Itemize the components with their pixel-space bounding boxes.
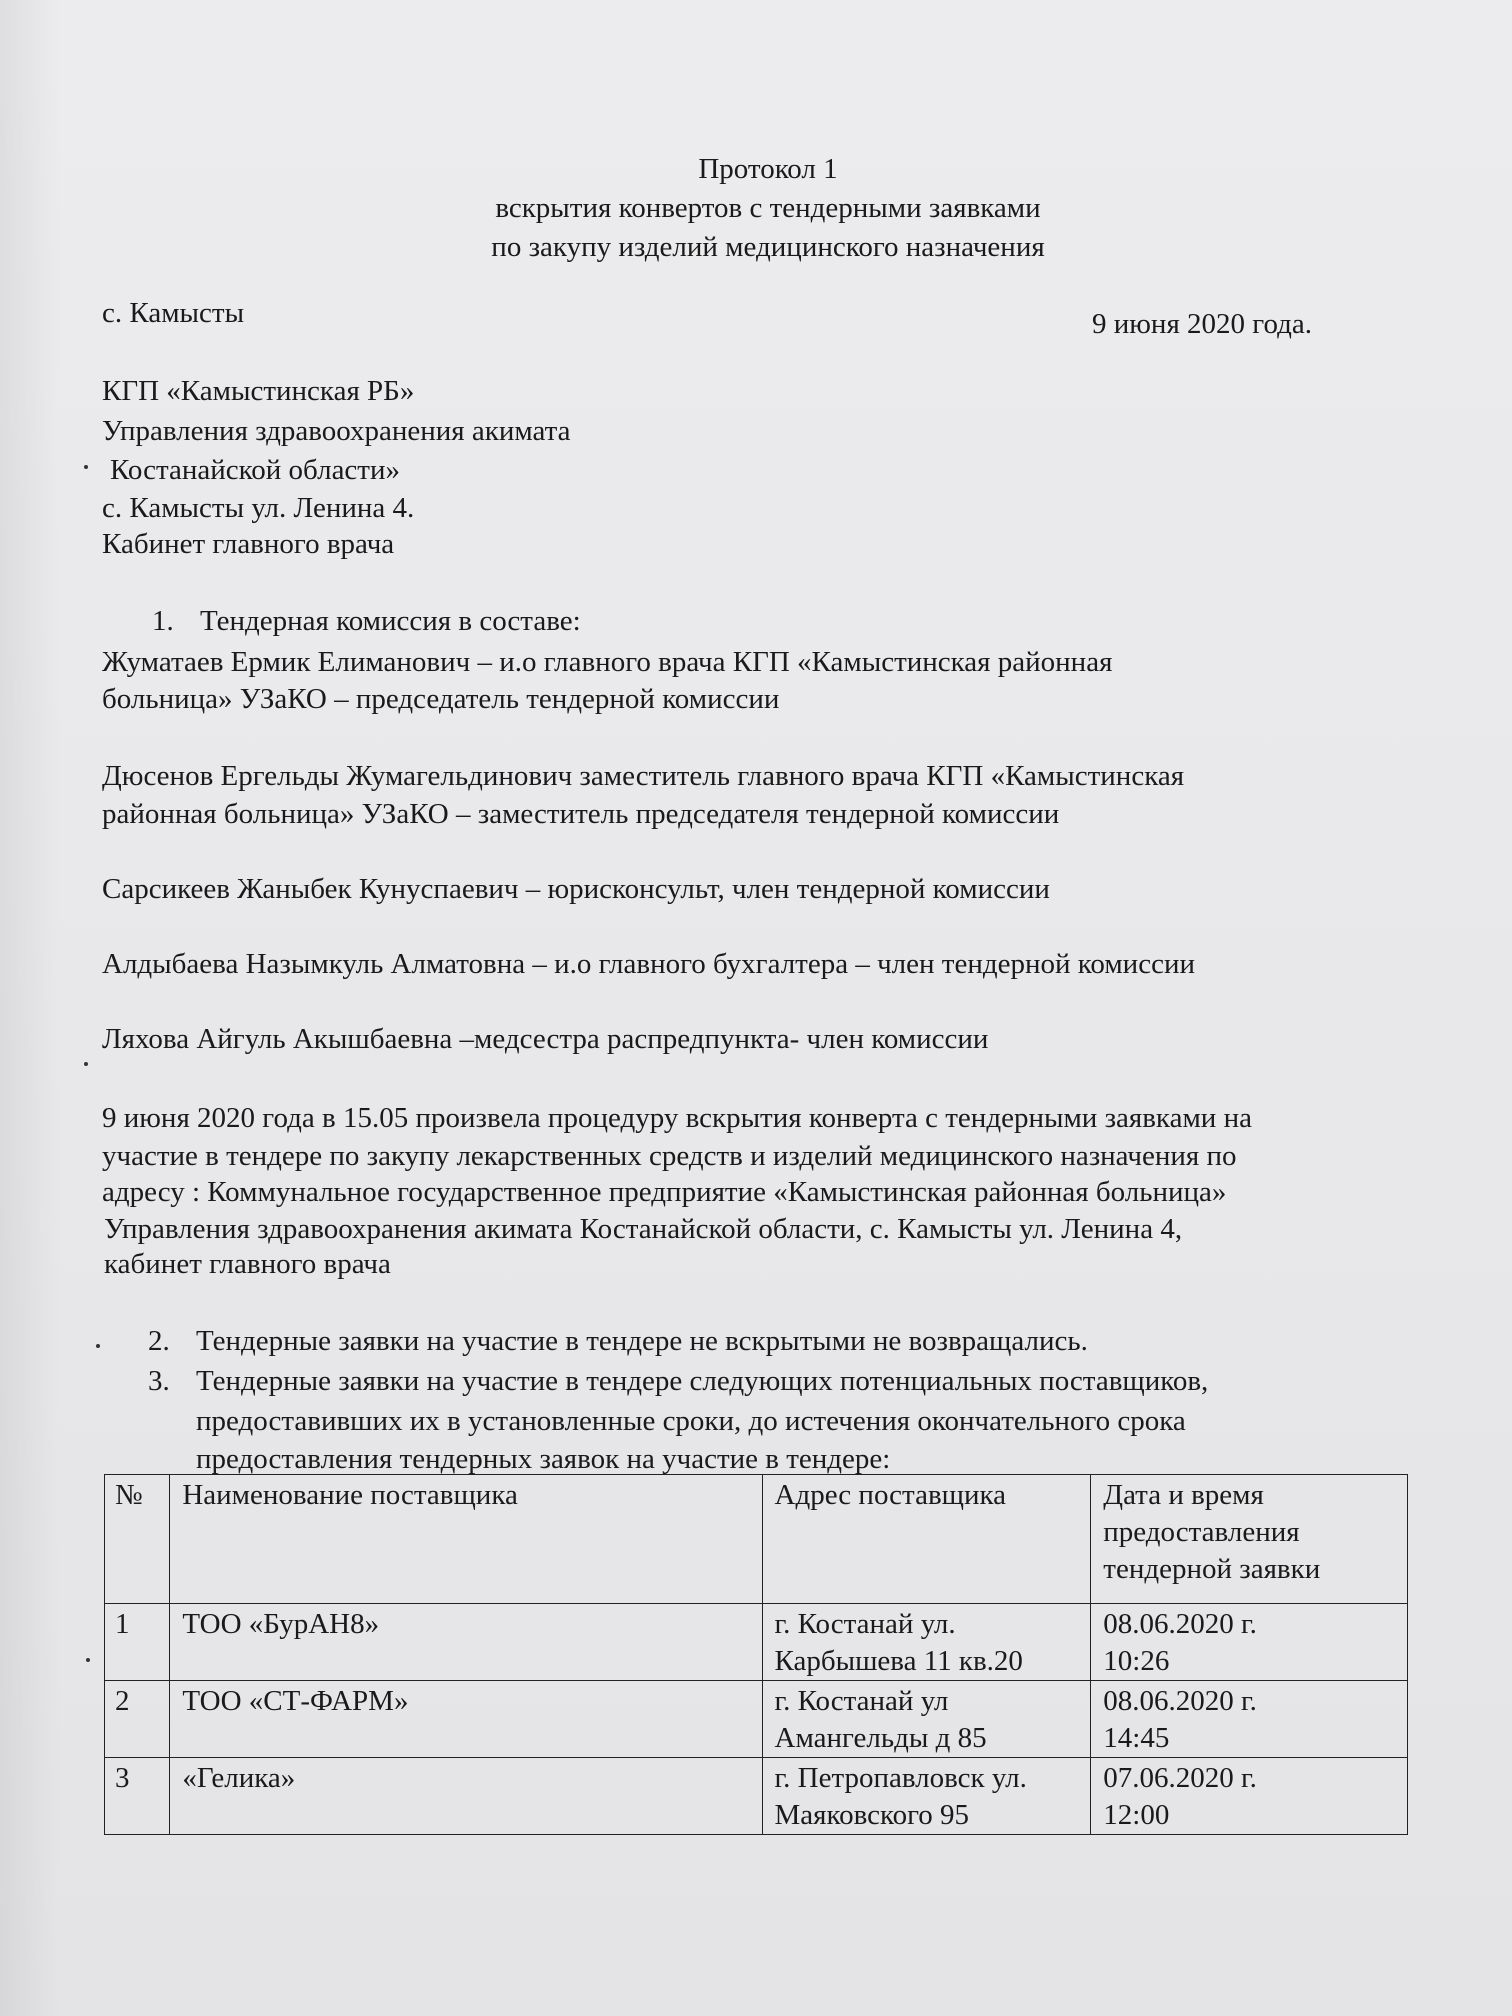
row-address-line1: г. Петропавловск ул. xyxy=(774,1762,1027,1794)
member4: Алдыбаева Назымкуль Алматовна – и.о главного бухгалтера – член тендерной комиссии xyxy=(102,948,1195,980)
paper-speck xyxy=(96,1344,100,1348)
place-text: с. Камысты xyxy=(102,297,245,329)
procedure-line2: участие в тендере по закупу лекарственных средств и изделий медицинского назначения по xyxy=(102,1140,1237,1172)
row-address-line2: Карбышева 11 кв.20 xyxy=(774,1645,1023,1677)
procedure-line5: кабинет главного врача xyxy=(104,1248,391,1280)
paper-speck xyxy=(84,1062,88,1066)
procedure-line4: Управления здравоохранения акимата Костанайской области, с. Камысты ул. Ленина 4, xyxy=(104,1213,1183,1245)
procedure-line3: адресу : Коммунальное государственное предприятие «Камыстинская районная больница» xyxy=(102,1176,1227,1208)
row-no: 3 xyxy=(105,1758,170,1835)
header-date-line2: предоставления xyxy=(1103,1516,1300,1548)
member1-line2: больница» УЗаКО – председатель тендерной комиссии xyxy=(102,683,780,715)
member1-line1: Жуматаев Ермик Елиманович – и.о главного врача КГП «Камыстинская районная xyxy=(102,646,1113,678)
row-address-line1: г. Костанай ул. xyxy=(774,1608,956,1640)
row-supplier-address xyxy=(762,1681,1091,1758)
paper-speck xyxy=(84,465,88,469)
row-date: 08.06.2020 г. xyxy=(1103,1685,1257,1717)
section3-line3: предоставления тендерных заявок на участие в тендере: xyxy=(196,1443,891,1475)
row-supplier-address xyxy=(762,1758,1091,1835)
row-time: 14:45 xyxy=(1103,1722,1170,1754)
section2-text: Тендерные заявки на участие в тендере не вскрытыми не возвращались. xyxy=(196,1325,1088,1357)
header-address: Адрес поставщика xyxy=(762,1475,1091,1604)
member5: Ляхова Айгуль Акышбаевна –медсестра распредпункта- член комиссии xyxy=(102,1023,989,1055)
document-title: Протокол 1 xyxy=(698,153,838,185)
date-text: 9 июня 2020 года. xyxy=(1092,308,1313,340)
section3-number: 3. xyxy=(148,1365,170,1397)
header-date xyxy=(1091,1475,1408,1604)
section3-line1-row xyxy=(148,1362,1208,1400)
row-supplier-name: «Гелика» xyxy=(170,1758,762,1835)
row-submission-date xyxy=(1091,1758,1408,1835)
row-date: 07.06.2020 г. xyxy=(1103,1762,1257,1794)
row-supplier-address xyxy=(762,1604,1091,1681)
section1-title: Тендерная комиссия в составе: xyxy=(200,605,581,637)
row-submission-date xyxy=(1091,1681,1408,1758)
row-submission-date xyxy=(1091,1604,1408,1681)
row-address-line2: Амангельды д 85 xyxy=(774,1722,987,1754)
document-subtitle-line1: вскрытия конвертов с тендерными заявками xyxy=(495,192,1041,224)
section3-line2: предоставивших их в установленные сроки, до истечения окончательного срока xyxy=(196,1405,1186,1437)
section3-line1: Тендерные заявки на участие в тендере следующих потенциальных поставщиков, xyxy=(196,1365,1209,1397)
org-line1: КГП «Камыстинская РБ» xyxy=(102,375,415,407)
table-row xyxy=(105,1758,1408,1835)
row-no: 1 xyxy=(105,1604,170,1681)
org-line4: с. Камысты ул. Ленина 4. xyxy=(102,492,415,524)
section1-number: 1. xyxy=(152,605,174,637)
row-no: 2 xyxy=(105,1681,170,1758)
member2-line2: районная больница» УЗаКО – заместитель председателя тендерной комиссии xyxy=(102,798,1060,830)
table-row xyxy=(105,1681,1408,1758)
header-name: Наименование поставщика xyxy=(170,1475,762,1604)
table-header-row xyxy=(105,1475,1408,1604)
org-line2: Управления здравоохранения акимата xyxy=(102,415,571,447)
row-date: 08.06.2020 г. xyxy=(1103,1608,1257,1640)
member3: Сарсикеев Жаныбек Кунуспаевич – юрисконсульт, член тендерной комиссии xyxy=(102,873,1050,905)
page-shadow xyxy=(0,0,60,2016)
suppliers-table xyxy=(104,1474,1408,1835)
document-subtitle-line2: по закупу изделий медицинского назначения xyxy=(491,231,1045,263)
header-date-line1: Дата и время xyxy=(1103,1479,1264,1511)
org-line5: Кабинет главного врача xyxy=(102,528,395,560)
section2 xyxy=(148,1322,1088,1360)
procedure-line1: 9 июня 2020 года в 15.05 произвела процедуру вскрытия конверта с тендерными заявками на xyxy=(102,1102,1252,1134)
table-row xyxy=(105,1604,1408,1681)
member2-line1: Дюсенов Ергельды Жумагельдинович заместитель главного врача КГП «Камыстинская xyxy=(102,760,1185,792)
row-address-line2: Маяковского 95 xyxy=(774,1799,970,1831)
paper-speck xyxy=(86,1658,90,1662)
row-supplier-name: ТОО «БурАН8» xyxy=(170,1604,762,1681)
header-no: № xyxy=(105,1475,170,1604)
row-address-line1: г. Костанай ул xyxy=(774,1685,949,1717)
row-time: 12:00 xyxy=(1103,1799,1170,1831)
section1-heading xyxy=(152,602,581,640)
row-time: 10:26 xyxy=(1103,1645,1170,1677)
row-supplier-name: ТОО «СТ-ФАРМ» xyxy=(170,1681,762,1758)
org-line3: Костанайской области» xyxy=(110,454,400,486)
header-date-line3: тендерной заявки xyxy=(1103,1553,1321,1585)
section2-number: 2. xyxy=(148,1325,170,1357)
